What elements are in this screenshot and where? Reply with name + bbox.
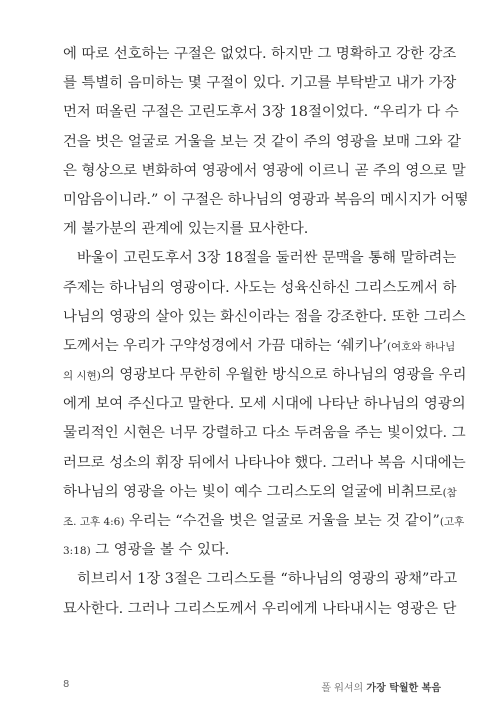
text-line: [63, 215, 440, 244]
running-title-prefix: 폴 워셔의: [321, 683, 364, 694]
page-number: 8: [63, 679, 70, 690]
text-segment: 미암음이니라.” 이 구절은 하나님의 영광과 복음의 메시지가 어떻: [63, 191, 469, 208]
text-line: [63, 595, 457, 624]
body-text: [63, 40, 469, 624]
text-line: [63, 98, 459, 127]
text-segment: 나님의 영광의 살아 있는 화신이라는 점을 강조한다. 또한 그리스: [63, 308, 466, 325]
page-footer: [63, 679, 441, 695]
text-line: [63, 507, 465, 536]
reference-note: 조. 고후 4:6): [63, 516, 125, 528]
text-segment: 게 불가분의 관계에 있는지를 묘사한다.: [63, 221, 309, 238]
reference-note: (고후: [439, 516, 465, 528]
text-segment: 우리는 “수건을 벗은 얼굴로 거울을 보는 것 같이”: [124, 513, 440, 529]
text-line: [63, 128, 461, 157]
text-segment: 먼저 떠올린 구절은 고린도후서 3장 18절이었다. “우리가 다 수: [63, 104, 459, 121]
text-segment: 도께서는 우리가 구약성경에서 가끔 대하는 ‘쉐키나’: [63, 337, 387, 354]
text-line: [63, 157, 466, 186]
text-line: [63, 40, 457, 69]
text-line: [63, 390, 466, 419]
text-segment: 히브리서 1장 3절은 그리스도를 “하나님의 영광의 광채”라고: [77, 571, 458, 588]
text-line: [63, 274, 457, 303]
text-segment: 그 영광을 볼 수 있다.: [90, 542, 230, 559]
reference-note: 의 시현): [63, 370, 101, 383]
text-line: [63, 478, 457, 507]
text-line: [63, 565, 458, 594]
text-line: [63, 244, 457, 273]
text-segment: 하나님의 영광을 아는 빛이 예수 그리스도의 얼굴에 비취므로: [63, 483, 443, 500]
text-segment: 건을 벗은 얼굴로 거울을 보는 것 같이 주의 영광을 보매 그와 같: [63, 133, 461, 150]
text-segment: 에 따로 선호하는 구절은 없었다. 하지만 그 명확하고 강한 강조: [63, 46, 457, 62]
text-segment: 러므로 성소의 휘장 뒤에서 나타나야 했다. 그러나 복음 시대에는: [63, 454, 466, 471]
text-line: [63, 69, 457, 98]
reference-note: (여호와 하나님: [386, 340, 456, 353]
text-segment: 묘사한다. 그러나 그리스도께서 우리에게 나타내시는 영광은 단: [63, 600, 457, 617]
text-line: [63, 361, 467, 390]
text-line: [63, 419, 466, 448]
reference-note: 3:18): [63, 545, 91, 558]
text-line: [63, 536, 440, 565]
text-segment: 물리적인 시현은 너무 강렬하고 다소 두려움을 주는 빛이었다. 그: [63, 425, 466, 442]
text-line: [63, 449, 466, 478]
text-segment: 에게 보여 주신다고 말한다. 모세 시대에 나타난 하나님의 영광의: [63, 396, 466, 413]
text-line: [63, 186, 469, 215]
text-segment: 바울이 고린도후서 3장 18절을 둘러싼 문맥을 통해 말하려는: [77, 250, 457, 267]
reference-note: (참: [442, 486, 457, 499]
text-segment: 를 특별히 음미하는 몇 구절이 있다. 기고를 부탁받고 내가 가장: [63, 75, 457, 92]
text-segment: 의 영광보다 무한히 우월한 방식으로 하나님의 영광을 우리: [100, 367, 467, 384]
text-line: [63, 332, 456, 361]
running-title-bold: 가장 탁월한 복음: [366, 683, 441, 694]
text-segment: 은 형상으로 변화하여 영광에서 영광에 이르니 곧 주의 영으로 말: [63, 162, 466, 179]
text-line: [63, 303, 466, 332]
running-title: [321, 679, 441, 694]
text-segment: 주제는 하나님의 영광이다. 사도는 성육신하신 그리스도께서 하: [63, 279, 457, 296]
